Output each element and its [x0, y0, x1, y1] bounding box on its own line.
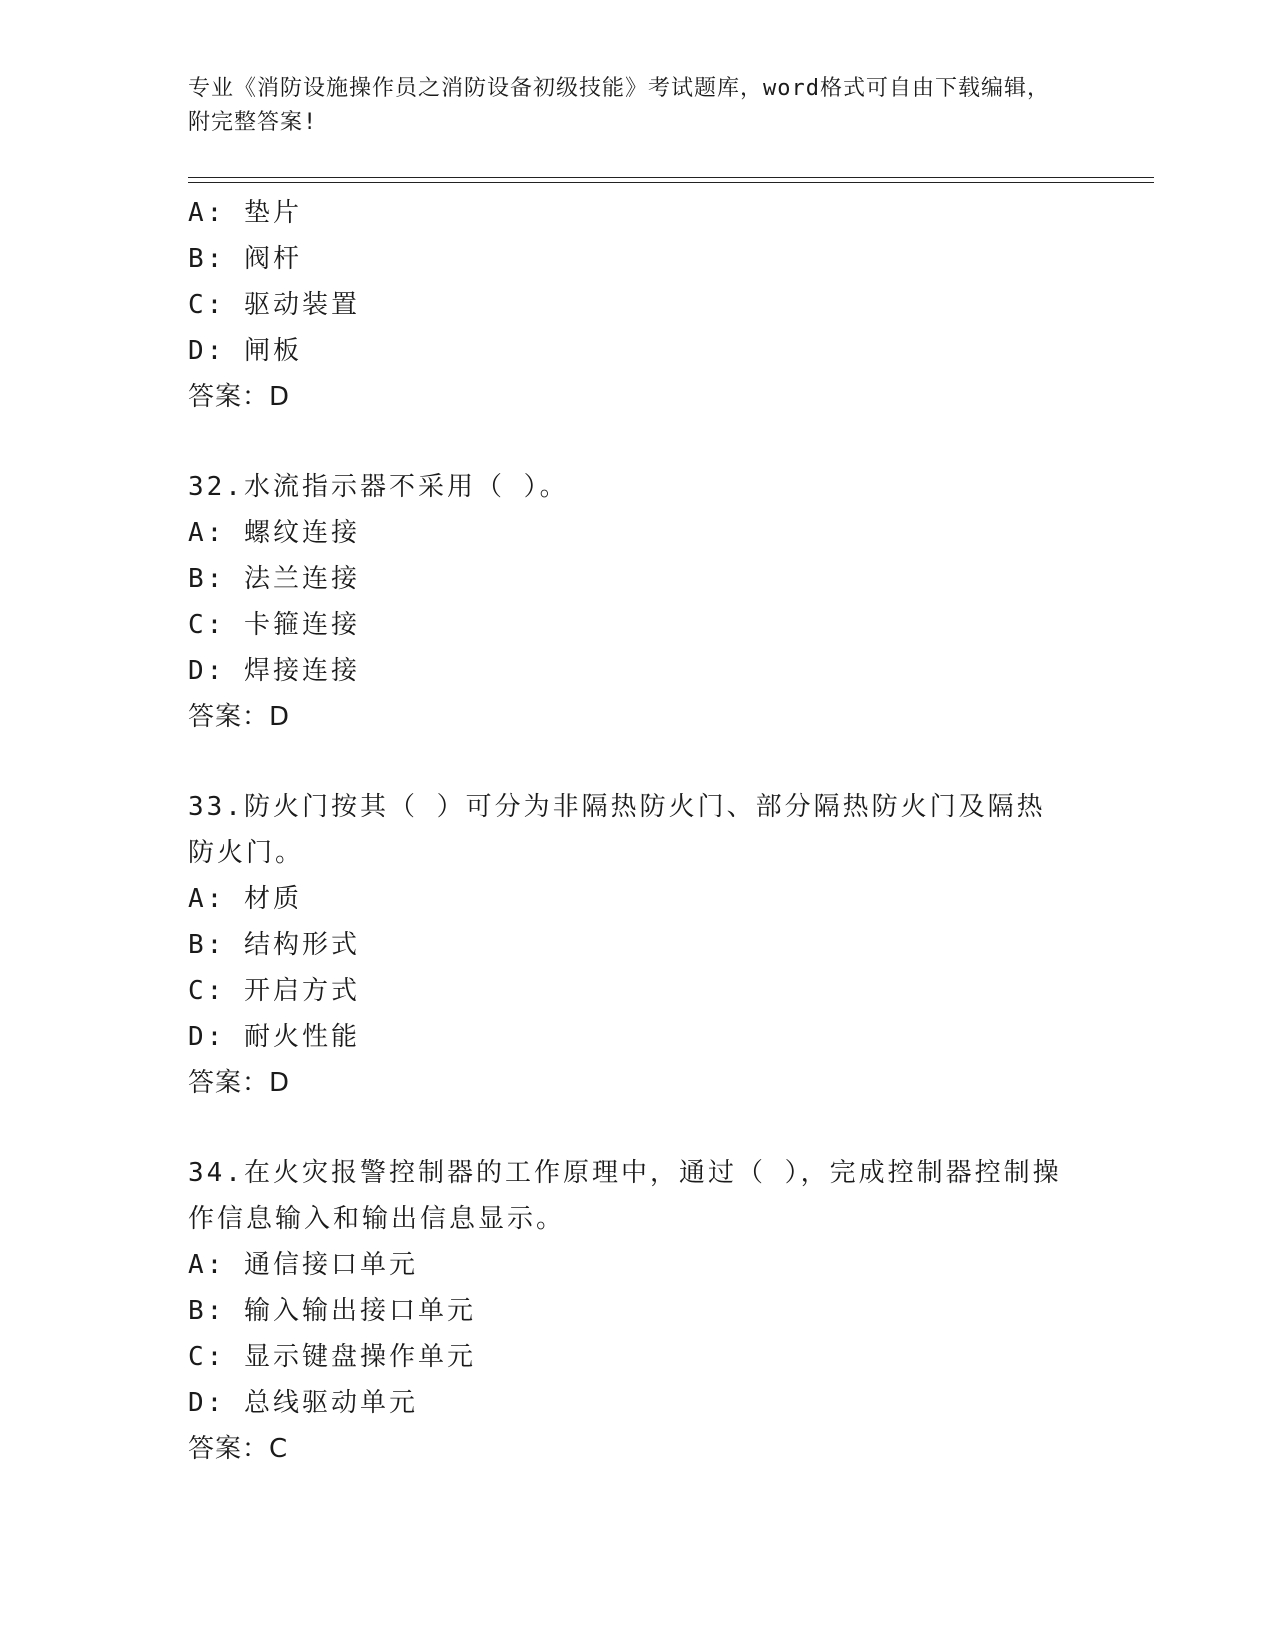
- option-a: A: 螺纹连接: [188, 518, 360, 548]
- question-list: [188, 190, 1088, 1472]
- answer-line: 答案：C: [188, 1434, 289, 1464]
- option-c: C: 驱动装置: [188, 290, 360, 320]
- question-stem: 32.水流指示器不采用（ ）。: [188, 472, 569, 502]
- answer-line: 答案：D: [188, 1068, 291, 1098]
- answer-line: 答案：D: [188, 382, 291, 412]
- option-c: C: 开启方式: [188, 976, 360, 1006]
- option-c: C: 卡箍连接: [188, 610, 360, 640]
- answer-line: 答案：D: [188, 702, 291, 732]
- header-rule-top: [188, 177, 1154, 178]
- question-block-33: [188, 784, 1088, 1106]
- header-rule-bottom: [188, 182, 1154, 183]
- option-d: D: 总线驱动单元: [188, 1388, 418, 1418]
- block-spacer: [188, 1106, 1088, 1150]
- option-c: C: 显示键盘操作单元: [188, 1342, 476, 1372]
- option-d: D: 耐火性能: [188, 1022, 360, 1052]
- block-spacer: [188, 420, 1088, 464]
- option-d: D: 焊接连接: [188, 656, 360, 686]
- question-block-34: [188, 1150, 1088, 1472]
- question-block-31: [188, 190, 1088, 420]
- option-b: B: 法兰连接: [188, 564, 360, 594]
- option-b: B: 阀杆: [188, 244, 302, 274]
- question-stem: 33.防火门按其（ ）可分为非隔热防火门、部分隔热防火门及隔热防火门。: [188, 792, 1046, 868]
- option-a: A: 材质: [188, 884, 302, 914]
- document-header: 专业《消防设施操作员之消防设备初级技能》考试题库，word格式可自由下载编辑，附完整答案!: [188, 76, 1050, 135]
- block-spacer: [188, 740, 1088, 784]
- option-b: B: 结构形式: [188, 930, 360, 960]
- option-a: A: 通信接口单元: [188, 1250, 418, 1280]
- option-b: B: 输入输出接口单元: [188, 1296, 476, 1326]
- question-stem: 34.在火灾报警控制器的工作原理中，通过（ ），完成控制器控制操作信息输入和输出信息显示。: [188, 1158, 1062, 1234]
- option-d: D: 闸板: [188, 336, 302, 366]
- option-a: A: 垫片: [188, 198, 302, 228]
- question-block-32: [188, 464, 1088, 740]
